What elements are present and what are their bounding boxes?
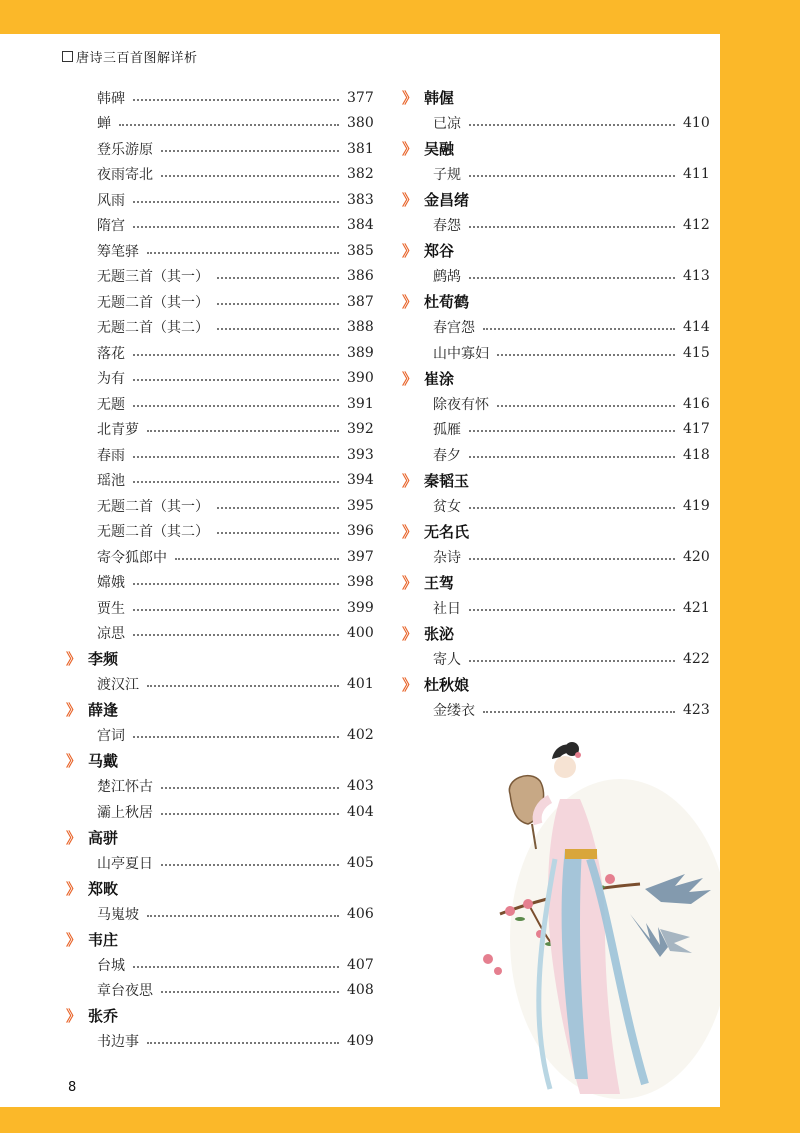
double-chevron-icon: 》 [402, 191, 418, 210]
dot-leader [161, 787, 339, 789]
toc-right-column [402, 85, 708, 723]
author-name: 金昌绪 [424, 191, 470, 210]
dot-leader [147, 430, 339, 432]
toc-entry [66, 799, 372, 825]
toc-entry [66, 264, 372, 290]
poem-title: 春宫怨 [433, 320, 475, 337]
dot-leader [217, 532, 339, 534]
toc-entry [66, 468, 372, 494]
poem-title: 春夕 [433, 447, 461, 464]
page-ref: 402 [347, 727, 374, 744]
author-name: 高骈 [88, 828, 119, 847]
dot-leader [133, 456, 339, 458]
page-ref: 377 [347, 89, 374, 106]
poem-title: 为有 [97, 371, 125, 388]
page-ref: 405 [347, 854, 374, 871]
poem-title: 楚江怀古 [97, 779, 153, 796]
page-ref: 408 [347, 982, 374, 999]
toc-entry [66, 672, 372, 698]
page-ref: 397 [347, 548, 374, 565]
author-name: 无名氏 [424, 522, 470, 541]
toc-author-heading [402, 672, 708, 698]
dot-leader [217, 303, 339, 305]
page-ref: 383 [347, 191, 374, 208]
dot-leader [469, 226, 675, 228]
running-header [62, 47, 198, 66]
poem-title: 山亭夏日 [97, 855, 153, 872]
toc-entry [66, 187, 372, 213]
dot-leader [469, 124, 675, 126]
toc-entry [66, 1029, 372, 1055]
author-name: 韦庄 [88, 930, 119, 949]
poem-title: 山中寡妇 [433, 345, 489, 362]
dot-leader [119, 124, 339, 126]
toc-author-heading [402, 519, 708, 545]
dot-leader [217, 328, 339, 330]
dot-leader [469, 175, 675, 177]
dot-leader [469, 609, 675, 611]
poem-title: 登乐游原 [97, 141, 153, 158]
poem-title: 子规 [433, 167, 461, 184]
page-ref: 421 [683, 599, 710, 616]
poem-title: 寄人 [433, 651, 461, 668]
toc-entry [66, 162, 372, 188]
page-ref: 401 [347, 676, 374, 693]
toc-entry [66, 85, 372, 111]
double-chevron-icon: 》 [402, 522, 418, 541]
author-name: 张乔 [88, 1007, 119, 1026]
dot-leader [497, 354, 675, 356]
toc-entry [402, 391, 708, 417]
author-name: 王驾 [424, 573, 455, 592]
author-name: 薛逢 [88, 701, 119, 720]
toc-author-heading [66, 825, 372, 851]
dot-leader [483, 711, 675, 713]
dot-leader [161, 813, 339, 815]
book-title: 唐诗三百首图解详析 [76, 51, 198, 66]
dot-leader [133, 481, 339, 483]
dot-leader [469, 430, 675, 432]
dot-leader [147, 1042, 339, 1044]
page-ref: 409 [347, 1033, 374, 1050]
poem-title: 风雨 [97, 192, 125, 209]
toc-entry [66, 723, 372, 749]
page-ref: 387 [347, 293, 374, 310]
poem-title: 杂诗 [433, 549, 461, 566]
toc-entry [66, 391, 372, 417]
double-chevron-icon: 》 [402, 89, 418, 108]
toc-entry [402, 493, 708, 519]
poem-title: 北青萝 [97, 422, 139, 439]
poem-title: 无题三首（其一） [97, 269, 209, 286]
page-ref: 385 [347, 242, 374, 259]
poem-title: 金缕衣 [433, 702, 475, 719]
double-chevron-icon: 》 [66, 1007, 82, 1026]
page-ref: 412 [683, 217, 710, 234]
dot-leader [161, 175, 339, 177]
page-ref: 404 [347, 803, 374, 820]
page-ref: 406 [347, 905, 374, 922]
toc-entry [66, 238, 372, 264]
page-ref: 398 [347, 574, 374, 591]
toc-author-heading [402, 85, 708, 111]
toc-author-heading [402, 570, 708, 596]
dot-leader [133, 405, 339, 407]
author-name: 李频 [88, 650, 119, 669]
page-ref: 400 [347, 625, 374, 642]
toc-author-heading [66, 697, 372, 723]
dot-leader [133, 354, 339, 356]
dot-leader [133, 583, 339, 585]
page-ref: 390 [347, 370, 374, 387]
toc-entry [66, 570, 372, 596]
dot-leader [147, 252, 339, 254]
page-ref: 391 [347, 395, 374, 412]
dot-leader [469, 660, 675, 662]
poem-title: 马嵬坡 [97, 906, 139, 923]
poem-title: 落花 [97, 345, 125, 362]
toc-entry [66, 595, 372, 621]
checkbox-square-icon [62, 51, 73, 62]
toc-author-heading [402, 621, 708, 647]
toc-entry [402, 646, 708, 672]
page-ref: 392 [347, 421, 374, 438]
double-chevron-icon: 》 [66, 752, 82, 771]
double-chevron-icon: 》 [402, 471, 418, 490]
toc-author-heading [402, 136, 708, 162]
dot-leader [161, 864, 339, 866]
toc-author-heading [66, 1003, 372, 1029]
toc-entry [66, 774, 372, 800]
dot-leader [161, 991, 339, 993]
toc-entry [66, 417, 372, 443]
page-ref: 407 [347, 956, 374, 973]
page-ref: 418 [683, 446, 710, 463]
dot-leader [161, 150, 339, 152]
page-ref: 413 [683, 268, 710, 285]
dot-leader [133, 966, 339, 968]
dot-leader [217, 277, 339, 279]
page-ref: 410 [683, 115, 710, 132]
toc-entry [66, 366, 372, 392]
toc-entry [402, 417, 708, 443]
page-ref: 422 [683, 650, 710, 667]
poem-title: 鹧鸪 [433, 269, 461, 286]
poem-title: 韩碑 [97, 90, 125, 107]
poem-title: 贾生 [97, 600, 125, 617]
lady-with-fan-illustration [470, 739, 720, 1109]
page-ref: 394 [347, 472, 374, 489]
poem-title: 无题 [97, 396, 125, 413]
dot-leader [133, 226, 339, 228]
dot-leader [469, 277, 675, 279]
poem-title: 无题二首（其一） [97, 294, 209, 311]
page-ref: 420 [683, 548, 710, 565]
page-ref: 411 [683, 166, 710, 183]
dot-leader [133, 99, 339, 101]
poem-title: 嫦娥 [97, 575, 125, 592]
page-ref: 419 [683, 497, 710, 514]
page-ref: 403 [347, 778, 374, 795]
page-ref: 396 [347, 523, 374, 540]
poem-title: 隋宫 [97, 218, 125, 235]
poem-title: 凉思 [97, 626, 125, 643]
poem-title: 社日 [433, 600, 461, 617]
double-chevron-icon: 》 [402, 293, 418, 312]
poem-title: 蝉 [97, 116, 111, 133]
author-name: 崔涂 [424, 369, 455, 388]
toc-entry [66, 493, 372, 519]
dot-leader [217, 507, 339, 509]
double-chevron-icon: 》 [66, 828, 82, 847]
poem-title: 宫词 [97, 728, 125, 745]
toc-entry [66, 978, 372, 1004]
double-chevron-icon: 》 [402, 242, 418, 261]
page-ref: 415 [683, 344, 710, 361]
toc-author-heading [66, 876, 372, 902]
toc-entry [402, 315, 708, 341]
toc-author-heading [402, 238, 708, 264]
poem-title: 灞上秋居 [97, 804, 153, 821]
dot-leader [133, 609, 339, 611]
author-name: 韩偓 [424, 89, 455, 108]
poem-title: 无题二首（其一） [97, 498, 209, 515]
toc-author-heading [402, 366, 708, 392]
author-name: 吴融 [424, 140, 455, 159]
toc-entry [66, 519, 372, 545]
double-chevron-icon: 》 [402, 675, 418, 694]
author-name: 马戴 [88, 752, 119, 771]
page-ref: 381 [347, 140, 374, 157]
toc-entry [402, 595, 708, 621]
dot-leader [497, 405, 675, 407]
page-ref: 380 [347, 115, 374, 132]
page-ref: 423 [683, 701, 710, 718]
toc-author-heading [402, 289, 708, 315]
poem-title: 除夜有怀 [433, 396, 489, 413]
book-page [0, 34, 720, 1107]
toc-left-column [66, 85, 372, 1054]
toc-entry [402, 213, 708, 239]
page-ref: 389 [347, 344, 374, 361]
toc-entry [402, 697, 708, 723]
toc-entry [66, 289, 372, 315]
toc-entry [402, 544, 708, 570]
dot-leader [483, 328, 675, 330]
toc-entry [66, 315, 372, 341]
toc-author-heading [66, 927, 372, 953]
poem-title: 贫女 [433, 498, 461, 515]
page-number: 8 [68, 1080, 77, 1095]
page-ref: 414 [683, 319, 710, 336]
toc-entry [66, 136, 372, 162]
double-chevron-icon: 》 [66, 701, 82, 720]
page-ref: 393 [347, 446, 374, 463]
page-ref: 386 [347, 268, 374, 285]
toc-entry [66, 213, 372, 239]
author-name: 秦韬玉 [424, 471, 470, 490]
dot-leader [147, 685, 339, 687]
page-ref: 395 [347, 497, 374, 514]
toc-author-heading [66, 748, 372, 774]
double-chevron-icon: 》 [402, 140, 418, 159]
author-name: 郑畋 [88, 879, 119, 898]
dot-leader [469, 507, 675, 509]
dot-leader [133, 736, 339, 738]
double-chevron-icon: 》 [66, 930, 82, 949]
toc-entry [402, 162, 708, 188]
author-name: 杜荀鹤 [424, 293, 470, 312]
poem-title: 无题二首（其二） [97, 320, 209, 337]
poem-title: 春雨 [97, 447, 125, 464]
toc-author-heading [66, 646, 372, 672]
page-ref: 399 [347, 599, 374, 616]
toc-author-heading [402, 468, 708, 494]
toc-entry [66, 901, 372, 927]
author-name: 张泌 [424, 624, 455, 643]
toc-entry [66, 850, 372, 876]
toc-entry [66, 544, 372, 570]
dot-leader [133, 201, 339, 203]
poem-title: 已凉 [433, 116, 461, 133]
page-ref: 382 [347, 166, 374, 183]
poem-title: 春怨 [433, 218, 461, 235]
poem-title: 渡汉江 [97, 677, 139, 694]
toc-entry [402, 264, 708, 290]
page-ref: 388 [347, 319, 374, 336]
dot-leader [133, 634, 339, 636]
poem-title: 夜雨寄北 [97, 167, 153, 184]
poem-title: 瑶池 [97, 473, 125, 490]
double-chevron-icon: 》 [402, 369, 418, 388]
dot-leader [175, 558, 339, 560]
toc-author-heading [402, 187, 708, 213]
dot-leader [469, 558, 675, 560]
double-chevron-icon: 》 [66, 650, 82, 669]
poem-title: 书边事 [97, 1034, 139, 1051]
double-chevron-icon: 》 [402, 624, 418, 643]
page-ref: 417 [683, 421, 710, 438]
double-chevron-icon: 》 [66, 879, 82, 898]
author-name: 杜秋娘 [424, 675, 470, 694]
page-ref: 384 [347, 217, 374, 234]
toc-entry [66, 621, 372, 647]
toc-entry [66, 952, 372, 978]
poem-title: 无题二首（其二） [97, 524, 209, 541]
toc-entry [402, 111, 708, 137]
dot-leader [469, 456, 675, 458]
toc-entry [66, 111, 372, 137]
toc-entry [66, 442, 372, 468]
double-chevron-icon: 》 [402, 573, 418, 592]
toc-entry [66, 340, 372, 366]
author-name: 郑谷 [424, 242, 455, 261]
poem-title: 章台夜思 [97, 983, 153, 1000]
toc-entry [402, 340, 708, 366]
poem-title: 孤雁 [433, 422, 461, 439]
poem-title: 寄令狐郎中 [97, 549, 167, 566]
poem-title: 筹笔驿 [97, 243, 139, 260]
dot-leader [133, 379, 339, 381]
page-ref: 416 [683, 395, 710, 412]
dot-leader [147, 915, 339, 917]
poem-title: 台城 [97, 957, 125, 974]
toc-entry [402, 442, 708, 468]
